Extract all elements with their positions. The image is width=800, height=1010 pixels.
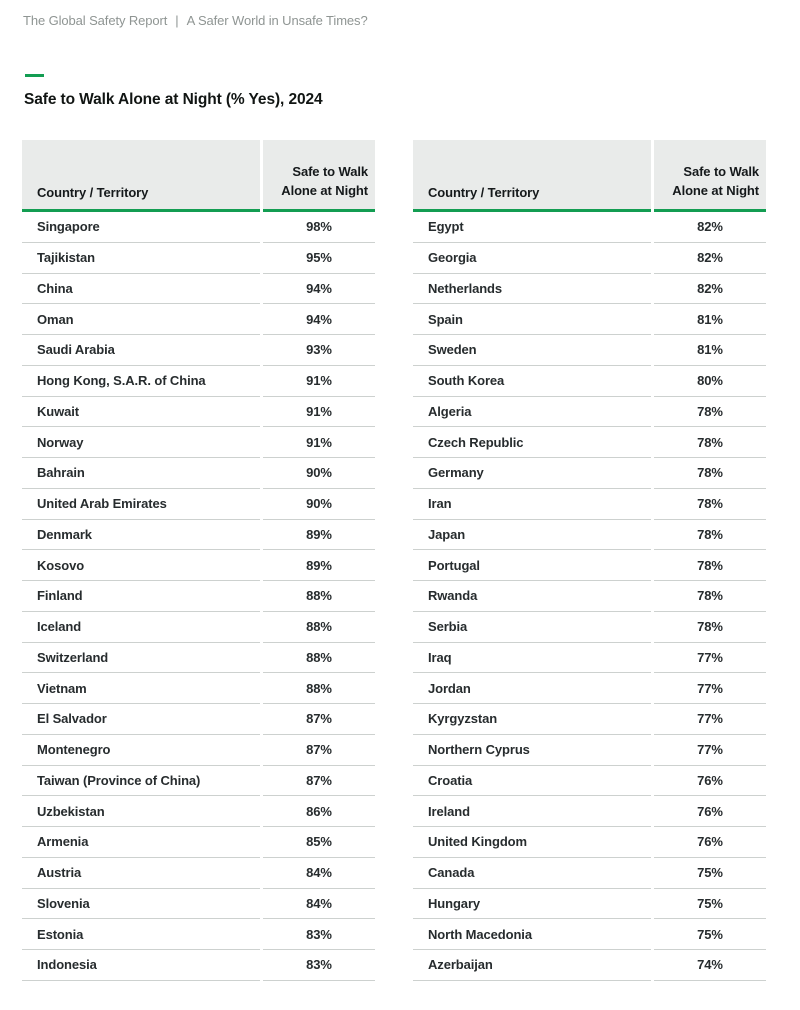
breadcrumb [23,13,368,29]
country-cell: El Salvador [22,704,260,735]
value-cell: 76% [654,827,766,858]
value-cell: 88% [263,643,375,674]
table-row [22,612,375,643]
table-row [413,212,766,243]
value-cell: 89% [263,550,375,581]
table-row [22,397,375,428]
value-cell: 75% [654,919,766,950]
value-cell: 88% [263,612,375,643]
table-row [22,243,375,274]
table-row [22,489,375,520]
table-row [413,550,766,581]
column-header-value-line1: Safe to Walk [683,164,759,179]
country-cell: Northern Cyprus [413,735,651,766]
value-cell: 90% [263,489,375,520]
country-cell: Kuwait [22,397,260,428]
breadcrumb-subtitle: A Safer World in Unsafe Times? [186,13,368,28]
value-cell: 77% [654,673,766,704]
column-header-value-line2: Alone at Night [672,183,759,198]
country-cell: Algeria [413,397,651,428]
table-row [413,643,766,674]
value-cell: 90% [263,458,375,489]
table-header-row [413,140,766,212]
table-row [22,366,375,397]
country-cell: Spain [413,304,651,335]
value-cell: 78% [654,397,766,428]
country-cell: Iraq [413,643,651,674]
table-row [22,673,375,704]
country-cell: Taiwan (Province of China) [22,766,260,797]
table-row [413,889,766,920]
column-header-value-line1: Safe to Walk [292,164,368,179]
country-cell: Netherlands [413,274,651,305]
value-cell: 78% [654,581,766,612]
country-cell: Germany [413,458,651,489]
value-cell: 86% [263,796,375,827]
value-cell: 88% [263,673,375,704]
value-cell: 87% [263,735,375,766]
breadcrumb-separator: | [175,13,179,28]
table-row [413,458,766,489]
value-cell: 95% [263,243,375,274]
country-cell: Hungary [413,889,651,920]
country-cell: Kyrgyzstan [413,704,651,735]
table-row [22,427,375,458]
column-header-value-line2: Alone at Night [281,183,368,198]
country-cell: Czech Republic [413,427,651,458]
table-row [413,796,766,827]
value-cell: 78% [654,427,766,458]
country-cell: Kosovo [22,550,260,581]
breadcrumb-report-name: The Global Safety Report [23,13,168,28]
table-row [413,950,766,981]
column-header-country: Country / Territory [413,140,651,212]
table-row [22,550,375,581]
country-cell: Estonia [22,919,260,950]
country-cell: Armenia [22,827,260,858]
value-cell: 77% [654,643,766,674]
value-cell: 77% [654,735,766,766]
country-cell: Azerbaijan [413,950,651,981]
table-row [22,919,375,950]
value-cell: 76% [654,796,766,827]
table-row [22,766,375,797]
table-row [413,397,766,428]
country-cell: United Kingdom [413,827,651,858]
value-cell: 89% [263,520,375,551]
value-cell: 82% [654,274,766,305]
country-cell: Georgia [413,243,651,274]
table-row [22,827,375,858]
table-row [413,274,766,305]
country-cell: Iceland [22,612,260,643]
value-cell: 78% [654,612,766,643]
country-cell: Saudi Arabia [22,335,260,366]
country-cell: United Arab Emirates [22,489,260,520]
table-header-row [22,140,375,212]
value-cell: 84% [263,889,375,920]
value-cell: 77% [654,704,766,735]
country-cell: Croatia [413,766,651,797]
tables-container [22,140,766,981]
table-body [22,212,375,981]
country-cell: Denmark [22,520,260,551]
value-cell: 83% [263,950,375,981]
country-cell: Iran [413,489,651,520]
country-cell: Canada [413,858,651,889]
country-cell: Rwanda [413,581,651,612]
value-cell: 94% [263,274,375,305]
value-cell: 83% [263,919,375,950]
column-header-value [263,140,375,212]
table-row [413,919,766,950]
table-row [22,335,375,366]
table-row [413,612,766,643]
country-cell: Portugal [413,550,651,581]
country-cell: Egypt [413,212,651,243]
table-row [22,858,375,889]
safety-table-right [413,140,766,981]
country-cell: Finland [22,581,260,612]
table-body [413,212,766,981]
table-row [22,643,375,674]
country-cell: North Macedonia [413,919,651,950]
country-cell: Sweden [413,335,651,366]
value-cell: 84% [263,858,375,889]
value-cell: 74% [654,950,766,981]
value-cell: 80% [654,366,766,397]
table-row [413,827,766,858]
value-cell: 75% [654,858,766,889]
value-cell: 93% [263,335,375,366]
value-cell: 75% [654,889,766,920]
value-cell: 85% [263,827,375,858]
column-header-country: Country / Territory [22,140,260,212]
table-row [413,704,766,735]
table-row [413,366,766,397]
country-cell: Jordan [413,673,651,704]
country-cell: Vietnam [22,673,260,704]
page-title: Safe to Walk Alone at Night (% Yes), 2024 [24,91,323,108]
value-cell: 82% [654,243,766,274]
value-cell: 88% [263,581,375,612]
table-row [22,704,375,735]
value-cell: 98% [263,212,375,243]
table-row [22,274,375,305]
table-row [22,796,375,827]
table-row [22,520,375,551]
column-header-value [654,140,766,212]
value-cell: 87% [263,704,375,735]
table-row [413,735,766,766]
country-cell: Switzerland [22,643,260,674]
value-cell: 78% [654,489,766,520]
country-cell: Ireland [413,796,651,827]
value-cell: 87% [263,766,375,797]
table-row [413,489,766,520]
table-row [413,304,766,335]
country-cell: China [22,274,260,305]
value-cell: 91% [263,427,375,458]
value-cell: 76% [654,766,766,797]
country-cell: Hong Kong, S.A.R. of China [22,366,260,397]
value-cell: 78% [654,550,766,581]
country-cell: Indonesia [22,950,260,981]
country-cell: Oman [22,304,260,335]
table-row [413,858,766,889]
table-row [22,735,375,766]
country-cell: Norway [22,427,260,458]
value-cell: 82% [654,212,766,243]
country-cell: Montenegro [22,735,260,766]
value-cell: 94% [263,304,375,335]
country-cell: Japan [413,520,651,551]
table-row [22,950,375,981]
country-cell: Bahrain [22,458,260,489]
table-row [413,520,766,551]
value-cell: 91% [263,397,375,428]
value-cell: 78% [654,520,766,551]
table-row [413,581,766,612]
table-row [413,766,766,797]
country-cell: Slovenia [22,889,260,920]
table-row [22,304,375,335]
table-row [22,212,375,243]
table-row [413,243,766,274]
country-cell: Singapore [22,212,260,243]
accent-dash [25,74,44,77]
table-row [22,458,375,489]
table-row [22,581,375,612]
value-cell: 81% [654,304,766,335]
country-cell: South Korea [413,366,651,397]
country-cell: Tajikistan [22,243,260,274]
country-cell: Uzbekistan [22,796,260,827]
table-row [413,335,766,366]
table-row [413,427,766,458]
table-row [22,889,375,920]
safety-table-left [22,140,375,981]
value-cell: 81% [654,335,766,366]
value-cell: 91% [263,366,375,397]
country-cell: Austria [22,858,260,889]
country-cell: Serbia [413,612,651,643]
table-row [413,673,766,704]
value-cell: 78% [654,458,766,489]
